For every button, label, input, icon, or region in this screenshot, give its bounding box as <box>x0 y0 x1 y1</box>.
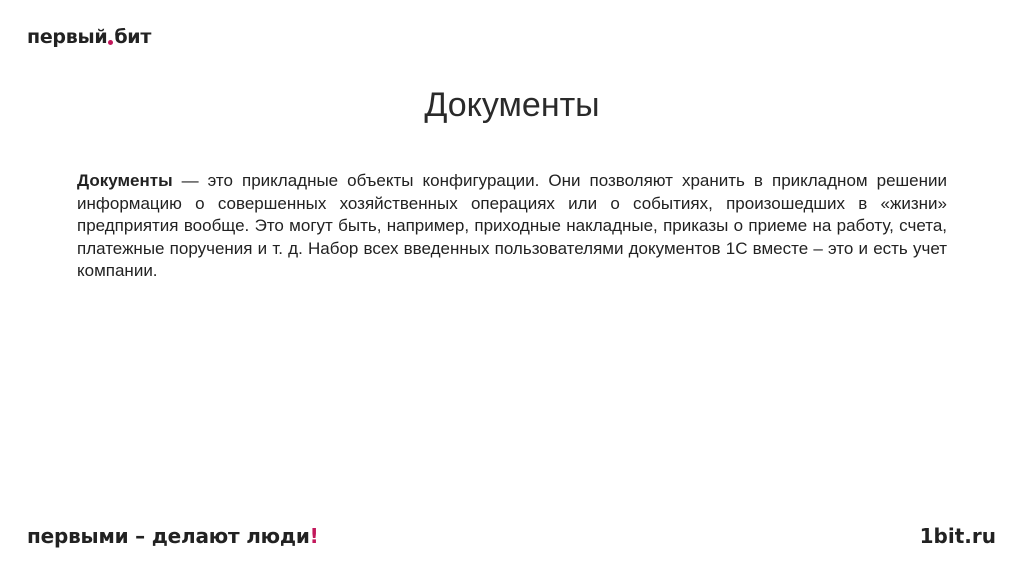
logo-text-part1: первый <box>27 26 108 48</box>
logo-dot-icon <box>108 40 113 45</box>
slide-title: Документы <box>424 86 600 124</box>
footer-slogan <box>27 524 319 548</box>
footer-site-url: 1bit.ru <box>919 524 996 548</box>
brand-logo <box>27 26 151 48</box>
logo-text-part2: бит <box>114 26 152 48</box>
slogan-exclamation: ! <box>309 524 319 548</box>
body-term: Документы <box>77 171 173 190</box>
slogan-text: первыми – делают люди <box>27 524 310 548</box>
slide-body-text <box>77 170 947 283</box>
body-definition: — это прикладные объекты конфигурации. Они позволяют хранить в прикладном решении информацию о совершенных хозяйственных операциях или о событиях, произошедших в «жизни» предприятия вообще. Это могут быть, например, приходные накладные, приказы о приеме на работу, счета, платежные поручения и т. д. Набор всех введенных пользователями документов 1С вместе – это и есть учет компании. <box>77 171 947 280</box>
